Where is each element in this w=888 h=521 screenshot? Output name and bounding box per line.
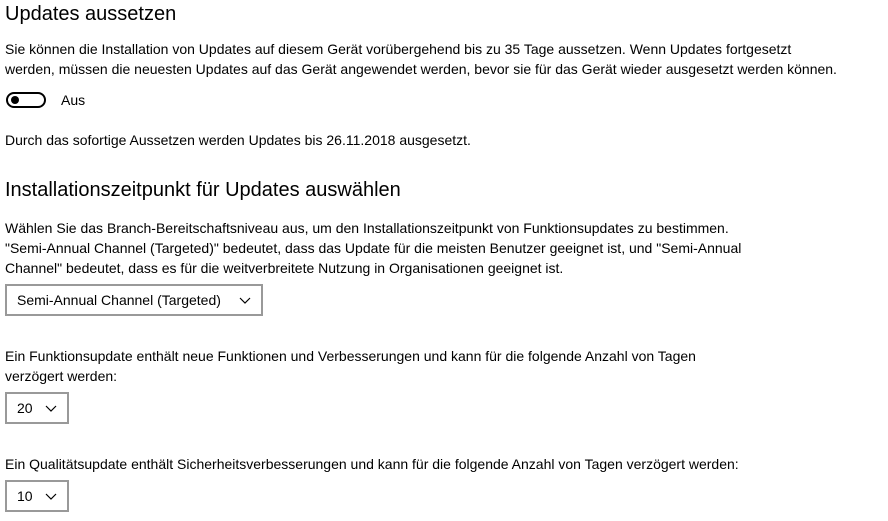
feature-update-days-select[interactable] — [5, 392, 69, 424]
chevron-down-icon — [45, 490, 57, 502]
toggle-knob — [11, 96, 19, 104]
branch-readiness-description: Wählen Sie das Branch-Bereitschaftsniveau aus, um den Installationszeitpunkt von Funktionsupdates zu bestimmen. "Semi-Annual Channel (Targeted)" bedeutet, dass das Update für die meisten Benutzer geeignet ist, und "Semi-Annual Channel" bedeutet, dass es für die weitverbreitete Nutzung in Organisationen geeignet ist. — [5, 220, 742, 276]
chevron-down-icon — [45, 402, 57, 414]
install-time-heading: Installationszeitpunkt für Updates auswählen — [5, 179, 401, 201]
chevron-down-icon — [239, 294, 251, 306]
pause-updates-toggle-row — [6, 90, 85, 110]
pause-updates-toggle[interactable] — [6, 92, 46, 108]
pause-updates-toggle-label: Aus — [61, 92, 86, 108]
pause-updates-description: Sie können die Installation von Updates auf diesem Gerät vorübergehend bis zu 35 Tage aussetzen. Wenn Updates fortgesetzt werden, müssen die neuesten Updates auf das Gerät angewendet werden, bevor sie für das Gerät wieder ausgesetzt werden können. — [5, 41, 837, 77]
quality-update-days-select[interactable] — [5, 480, 69, 512]
branch-readiness-select[interactable] — [5, 284, 263, 316]
branch-readiness-value: Semi-Annual Channel (Targeted) — [17, 292, 221, 308]
quality-update-days-value: 10 — [17, 488, 33, 504]
quality-update-description: Ein Qualitätsupdate enthält Sicherheitsverbesserungen und kann für die folgende Anzahl von Tagen verzögert werden: — [5, 456, 739, 472]
feature-update-days-value: 20 — [17, 400, 33, 416]
feature-update-description: Ein Funktionsupdate enthält neue Funktionen und Verbesserungen und kann für die folgende Anzahl von Tagen verzögert werden: — [5, 348, 696, 384]
pause-until-note: Durch das sofortige Aussetzen werden Updates bis 26.11.2018 ausgesetzt. — [5, 132, 471, 148]
pause-updates-heading: Updates aussetzen — [5, 3, 177, 25]
